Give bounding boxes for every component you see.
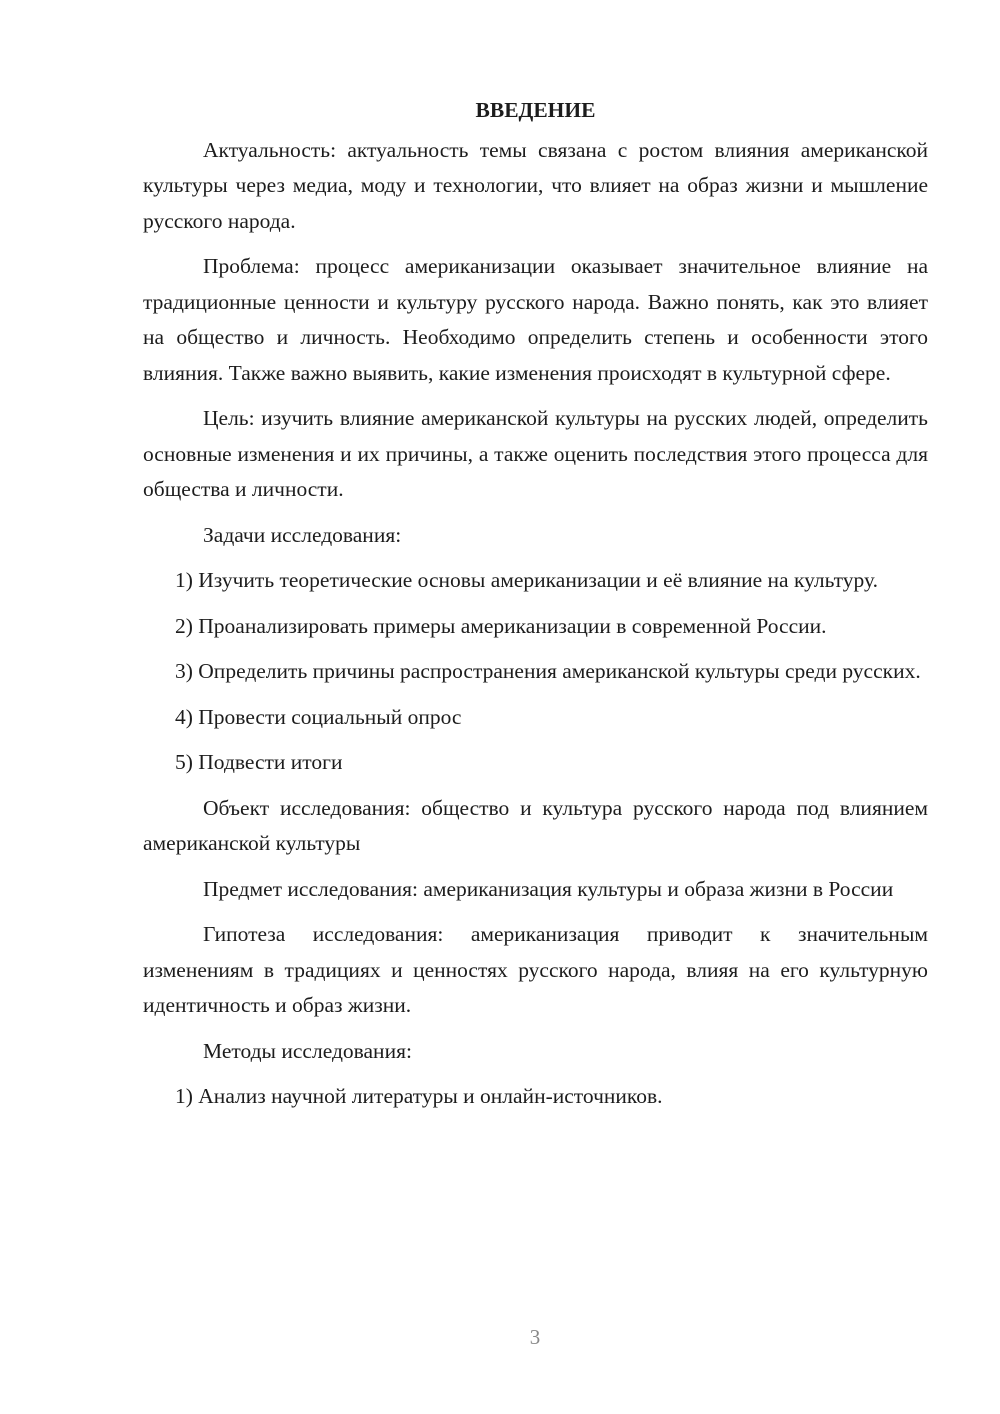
- subject-paragraph: Предмет исследования: американизация культуры и образа жизни в России: [203, 876, 894, 901]
- task-item: 4) Провести социальный опрос: [175, 704, 462, 729]
- page-number: 3: [529, 1325, 541, 1349]
- document-page: [143, 93, 928, 1125]
- hypothesis-paragraph: Гипотеза исследования: американизация приводит к значительным изменениям в традициях и ценностях русского народа, влияя на его культурную идентичность и образ жизни.: [143, 922, 928, 1017]
- task-item: 1) Изучить теоретические основы американизации и её влияние на культуру.: [175, 568, 878, 592]
- section-title: ВВЕДЕНИЕ: [475, 98, 596, 122]
- relevance-paragraph: Актуальность: актуальность темы связана с ростом влияния американской культуры через медиа, моду и технологии, что влияет на образ жизни и мышление русского народа.: [143, 137, 928, 233]
- task-item: 5) Подвести итоги: [175, 750, 343, 774]
- method-item: 1) Анализ научной литературы и онлайн-источников.: [175, 1084, 663, 1108]
- tasks-heading: Задачи исследования:: [203, 522, 402, 547]
- task-item: 3) Определить причины распространения американской культуры среди русских.: [175, 659, 921, 683]
- object-paragraph: Объект исследования: общество и культура русского народа под влиянием американской культуры: [143, 795, 928, 855]
- methods-heading: Методы исследования:: [203, 1038, 412, 1063]
- goal-paragraph: Цель: изучить влияние американской культуры на русских людей, определить основные изменения и их причины, а также оценить последствия этого процесса для общества и личности.: [143, 406, 928, 501]
- problem-paragraph: Проблема: процесс американизации оказывает значительное влияние на традиционные ценности и культуру русского народа. Важно понять, как это влияет на общество и личность. Необходимо определить степень и особенности этого влияния. Также важно выявить, какие изменения происходят в культурной сфере.: [143, 254, 928, 385]
- task-item: 2) Проанализировать примеры американизации в современной России.: [175, 613, 827, 638]
